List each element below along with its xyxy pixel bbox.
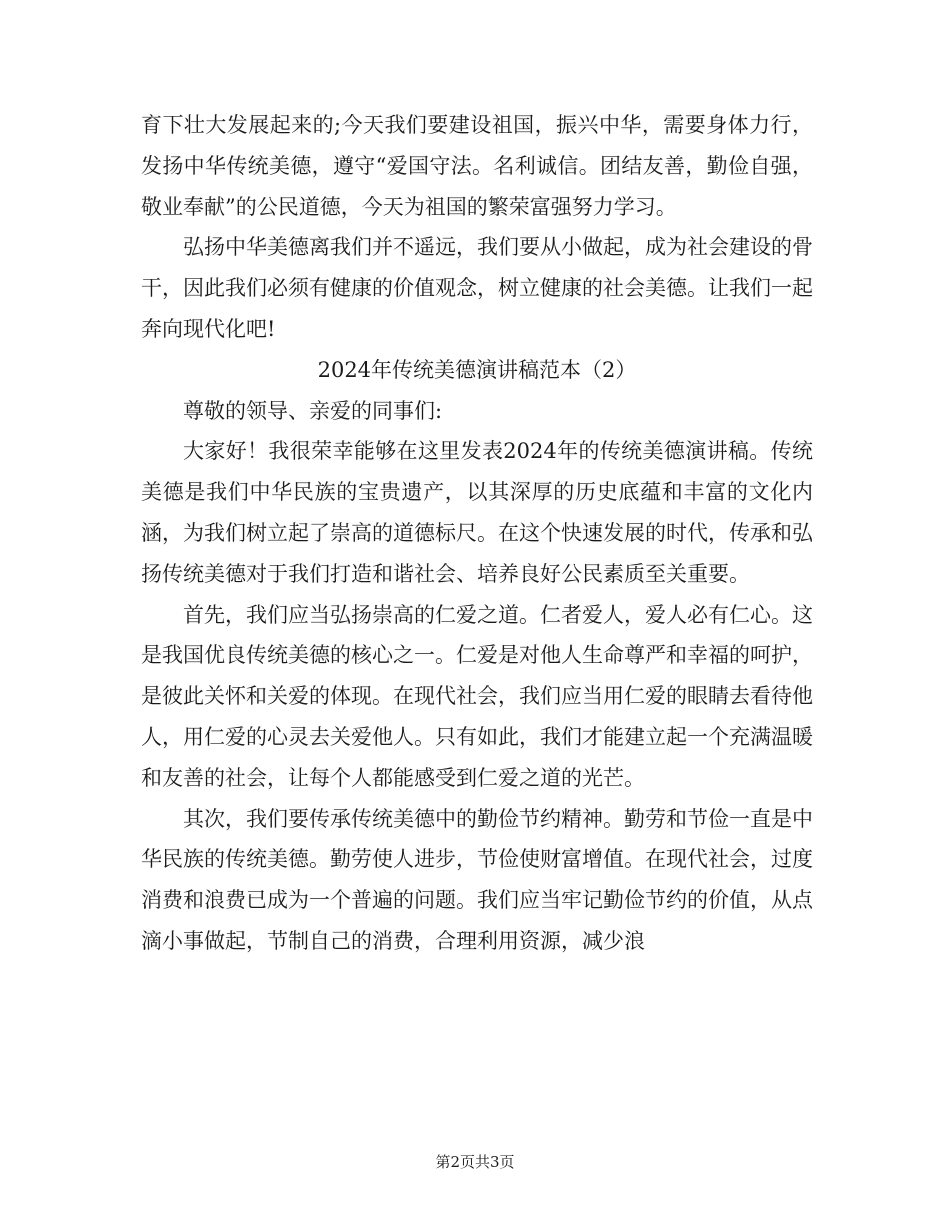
paragraph: 首先，我们应当弘扬崇高的仁爱之道。仁者爱人，爱人必有仁心。这是我国优良传统美德的核心之一。仁爱是对他人生命尊严和幸福的呵护，是彼此关怀和关爱的体现。在现代社会，我们应当用仁爱的眼睛去看待他人，用仁爱的心灵去关爱他人。只有如此，我们才能建立起一个充满温暖和友善的社会，让每个人都能感受到仁爱之道的光芒。	[141, 602, 813, 790]
paragraph: 大家好！我很荣幸能够在这里发表2024年的传统美德演讲稿。传统美德是我们中华民族的宝贵遗产，以其深厚的历史底蕴和丰富的文化内涵，为我们树立起了崇高的道德标尺。在这个快速发展的时代，传承和弘扬传统美德对于我们打造和谐社会、培养良好公民素质至关重要。	[141, 439, 813, 586]
document-body	[141, 105, 813, 962]
paragraph: 弘扬中华美德离我们并不遥远，我们要从小做起，成为社会建设的骨干，因此我们必须有健康的价值观念，树立健康的社会美德。让我们一起奔向现代化吧!	[141, 235, 813, 341]
paragraph: 其次，我们要传承传统美德中的勤俭节约精神。勤劳和节俭一直是中华民族的传统美德。勤劳使人进步，节俭使财富增值。在现代社会，过度消费和浪费已成为一个普遍的问题。我们应当牢记勤俭节约的价值，从点滴小事做起，节制自己的消费，合理利用资源，减少浪	[141, 806, 813, 953]
section-title: 2024年传统美德演讲稿范本（2）	[317, 357, 637, 382]
paragraph-continuation: 育下壮大发展起来的;今天我们要建设祖国，振兴中华，需要身体力行，发扬中华传统美德，遵守“爱国守法。名利诚信。团结友善，勤俭自强，敬业奉献”的公民道德，今天为祖国的繁荣富强努力学习。	[141, 113, 813, 219]
salutation: 尊敬的领导、亲爱的同事们:	[183, 398, 443, 423]
page-number: 第2页共3页	[435, 1153, 515, 1171]
